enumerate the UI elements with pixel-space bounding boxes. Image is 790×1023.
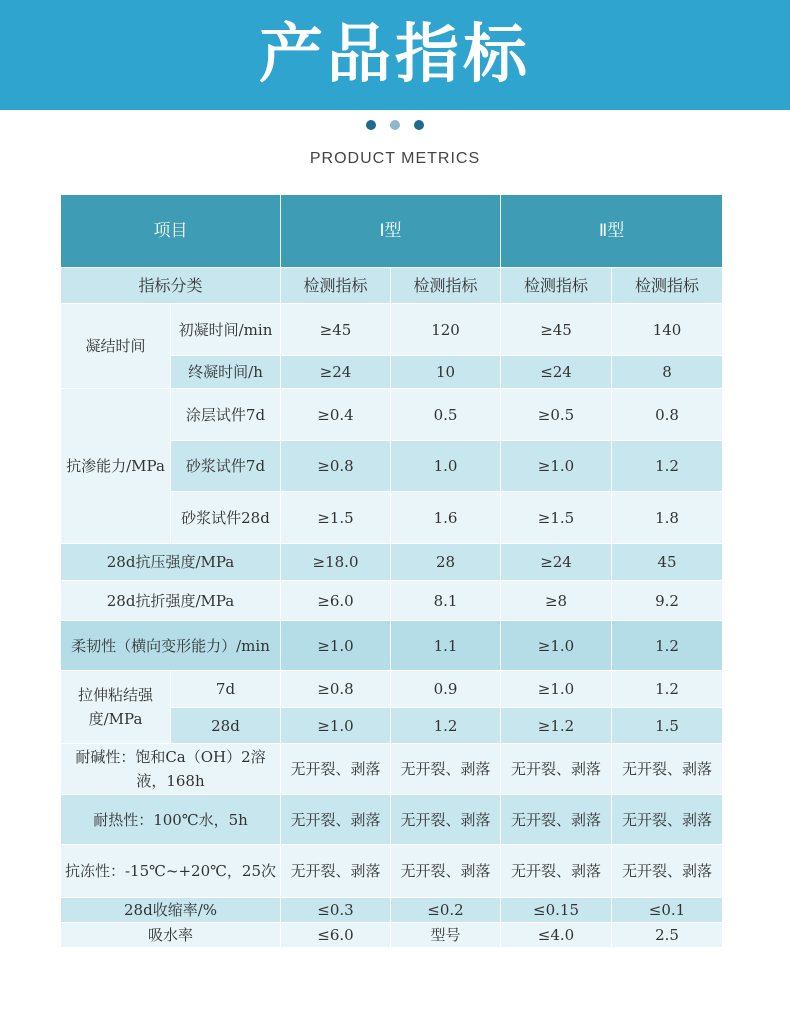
value-cell: 无开裂、剥落 <box>612 744 723 795</box>
row-label: 耐碱性：饱和Ca（OH）2溶液，168h <box>61 744 281 795</box>
value-cell: 1.0 <box>391 441 501 492</box>
value-cell: ≥1.5 <box>281 492 391 544</box>
value-cell: 无开裂、剥落 <box>501 795 612 845</box>
value-cell: 无开裂、剥落 <box>391 744 501 795</box>
value-cell: ≤4.0 <box>501 923 612 948</box>
value-cell: 1.6 <box>391 492 501 544</box>
value-cell: ≥1.5 <box>501 492 612 544</box>
value-cell: ≥0.8 <box>281 441 391 492</box>
row-label: 终凝时间/h <box>171 356 281 389</box>
table-row <box>61 621 723 671</box>
dot-icon <box>414 120 424 130</box>
row-label: 7d <box>171 671 281 708</box>
value-cell: ≥1.0 <box>501 621 612 671</box>
table-row <box>61 304 723 356</box>
value-cell: 无开裂、剥落 <box>391 795 501 845</box>
table-row <box>61 671 723 708</box>
value-cell: 无开裂、剥落 <box>612 795 723 845</box>
value-cell: ≤24 <box>501 356 612 389</box>
value-cell: 无开裂、剥落 <box>501 845 612 898</box>
value-cell: 型号 <box>391 923 501 948</box>
value-cell: ≥1.0 <box>501 441 612 492</box>
table-row <box>61 581 723 621</box>
value-cell: ≤0.15 <box>501 898 612 923</box>
row-label: 吸水率 <box>61 923 281 948</box>
value-cell: 45 <box>612 544 723 581</box>
value-cell: 1.2 <box>612 621 723 671</box>
value-cell: ≥24 <box>281 356 391 389</box>
value-cell: ≥24 <box>501 544 612 581</box>
value-cell: 无开裂、剥落 <box>612 845 723 898</box>
value-cell: ≥0.5 <box>501 389 612 441</box>
value-cell: 140 <box>612 304 723 356</box>
row-label: 涂层试件7d <box>171 389 281 441</box>
page-title: 产品指标 <box>259 18 531 92</box>
table-row <box>61 795 723 845</box>
row-label: 28d抗压强度/MPa <box>61 544 281 581</box>
decorative-dots <box>0 120 790 130</box>
value-cell: 无开裂、剥落 <box>281 795 391 845</box>
value-cell: 28 <box>391 544 501 581</box>
value-cell: 无开裂、剥落 <box>391 845 501 898</box>
value-cell: 0.5 <box>391 389 501 441</box>
row-label: 初凝时间/min <box>171 304 281 356</box>
value-cell: ≥18.0 <box>281 544 391 581</box>
row-label: 耐热性：100℃水，5h <box>61 795 281 845</box>
value-cell: ≤0.2 <box>391 898 501 923</box>
value-cell: 8 <box>612 356 723 389</box>
row-label: 28d <box>171 708 281 744</box>
group-label: 抗渗能力/MPa <box>61 389 171 544</box>
table-row <box>61 744 723 795</box>
table-row <box>61 544 723 581</box>
value-cell: ≥1.0 <box>281 621 391 671</box>
value-cell: 1.2 <box>612 671 723 708</box>
value-cell: 无开裂、剥落 <box>281 744 391 795</box>
value-cell: ≥45 <box>281 304 391 356</box>
value-cell: 10 <box>391 356 501 389</box>
value-cell: 无开裂、剥落 <box>501 744 612 795</box>
subheader-cell: 检测指标 <box>501 268 612 304</box>
value-cell: 0.8 <box>612 389 723 441</box>
subheader-cell: 检测指标 <box>391 268 501 304</box>
table-row <box>61 923 723 948</box>
table-subheader-row <box>61 268 723 304</box>
metrics-table <box>60 194 723 948</box>
table-header-row <box>61 195 723 268</box>
header-type-1: Ⅰ型 <box>281 195 501 268</box>
subheader-cell: 检测指标 <box>281 268 391 304</box>
subheader-cell: 检测指标 <box>612 268 723 304</box>
value-cell: ≥1.2 <box>501 708 612 744</box>
value-cell: ≥6.0 <box>281 581 391 621</box>
value-cell: 1.2 <box>391 708 501 744</box>
value-cell: 1.5 <box>612 708 723 744</box>
value-cell: 1.2 <box>612 441 723 492</box>
value-cell: ≥8 <box>501 581 612 621</box>
group-label: 拉伸粘结强度/MPa <box>61 671 171 744</box>
row-label: 28d收缩率/% <box>61 898 281 923</box>
value-cell: 9.2 <box>612 581 723 621</box>
header-item: 项目 <box>61 195 281 268</box>
value-cell: 120 <box>391 304 501 356</box>
value-cell: 无开裂、剥落 <box>281 845 391 898</box>
table-row <box>61 898 723 923</box>
row-label: 砂浆试件28d <box>171 492 281 544</box>
header-type-2: Ⅱ型 <box>501 195 723 268</box>
subheader-category: 指标分类 <box>61 268 281 304</box>
value-cell: ≥1.0 <box>501 671 612 708</box>
table-row <box>61 845 723 898</box>
value-cell: ≤0.3 <box>281 898 391 923</box>
value-cell: 2.5 <box>612 923 723 948</box>
value-cell: ≥0.8 <box>281 671 391 708</box>
group-label: 凝结时间 <box>61 304 171 389</box>
value-cell: 0.9 <box>391 671 501 708</box>
value-cell: ≥1.0 <box>281 708 391 744</box>
value-cell: ≥0.4 <box>281 389 391 441</box>
value-cell: 1.1 <box>391 621 501 671</box>
value-cell: 8.1 <box>391 581 501 621</box>
value-cell: 1.8 <box>612 492 723 544</box>
row-label: 柔韧性（横向变形能力）/min <box>61 621 281 671</box>
dot-icon <box>366 120 376 130</box>
value-cell: ≤0.1 <box>612 898 723 923</box>
row-label: 抗冻性：-15℃~+20℃，25次 <box>61 845 281 898</box>
table-row <box>61 389 723 441</box>
value-cell: ≥45 <box>501 304 612 356</box>
page-subtitle: PRODUCT METRICS <box>309 150 481 167</box>
row-label: 砂浆试件7d <box>171 441 281 492</box>
row-label: 28d抗折强度/MPa <box>61 581 281 621</box>
dot-icon <box>390 120 400 130</box>
value-cell: ≤6.0 <box>281 923 391 948</box>
